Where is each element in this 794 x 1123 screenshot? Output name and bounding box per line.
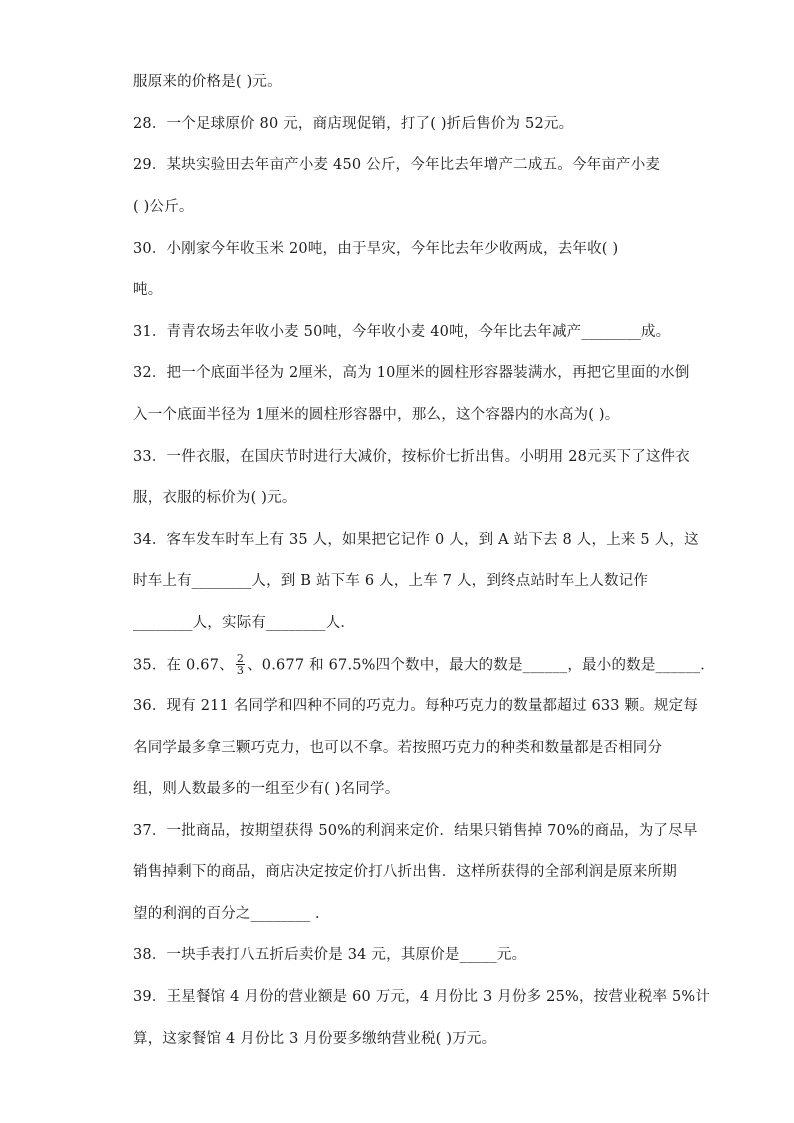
question-30: 30．小刚家今年收玉米 20吨，由于旱灾，今年比去年少收两成，去年收( )	[133, 241, 619, 257]
question-31: 31．青青农场去年收小麦 50吨，今年收小麦 40吨，今年比去年减产________成。	[133, 324, 671, 340]
text-line: 吨。	[133, 282, 163, 298]
text-line: 销售掉剩下的商品，商店决定按定价打八折出售．这样所获得的全部利润是原来所期	[133, 864, 677, 880]
question-37: 37．一批商品，按期望获得 50%的利润来定价．结果只销售掉 70%的商品，为了尽早	[133, 823, 698, 839]
question-34: 34．客车发车时车上有 35 人，如果把它记作 0 人，到 A 站下去 8 人，上来 5 人，这	[133, 532, 699, 548]
text-line: ________人，实际有________人．	[133, 615, 356, 631]
text-line: 服原来的价格是( )元。	[133, 74, 282, 90]
text-line: 入一个底面半径为 1厘米的圆柱形容器中，那么，这个容器内的水高为( )。	[133, 407, 620, 423]
question-36: 36．现有 211 名同学和四种不同的巧克力。每种巧克力的数量都超过 633 颗。规定每	[133, 698, 699, 714]
question-39: 39．王星餐馆 4 月份的营业额是 60 万元，4 月份比 3 月份多 25%，按营业税率 5%计	[133, 989, 711, 1005]
text-line: 算，这家餐馆 4 月份比 3 月份要多缴纳营业税( )万元。	[133, 1031, 497, 1047]
question-29: 29．某块实验田去年亩产小麦 450 公斤，今年比去年增产二成五。今年亩产小麦	[133, 157, 661, 173]
text-line: 名同学最多拿三颗巧克力，也可以不拿。若按照巧克力的种类和数量都是否相同分	[133, 740, 663, 756]
question-38: 38．一块手表打八五折后卖价是 34 元，其原价是_____元。	[133, 947, 527, 963]
question-28: 28．一个足球原价 80 元，商店现促销，打了( )折后售价为 52元。	[133, 116, 574, 132]
text-line: ( )公斤。	[133, 199, 194, 215]
fraction-numerator: 2	[236, 652, 245, 665]
question-32: 32．把一个底面半径为 2厘米，高为 10厘米的圆柱形容器装满水，再把它里面的水倒	[133, 365, 690, 381]
fraction-two-thirds	[236, 653, 245, 676]
question-33: 33．一件衣服，在国庆节时进行大减价，按标价七折出售。小明用 28元买下了这件衣	[133, 449, 691, 465]
question-35-suffix: 、0.677 和 67.5%四个数中，最大的数是______，最小的数是______．	[247, 657, 715, 674]
text-line: 望的利润的百分之________ ．	[133, 906, 330, 922]
question-35-prefix: 35．在 0.67、	[133, 657, 234, 674]
text-line: 组，则人数最多的一组至少有( )名同学。	[133, 781, 400, 797]
question-35	[133, 652, 715, 677]
text-line: 服，衣服的标价为( )元。	[133, 490, 297, 506]
text-line: 时车上有________人，到 B 站下车 6 人，上车 7 人，到终点站时车上人数记作	[133, 573, 649, 589]
fraction-denominator: 3	[236, 664, 245, 677]
